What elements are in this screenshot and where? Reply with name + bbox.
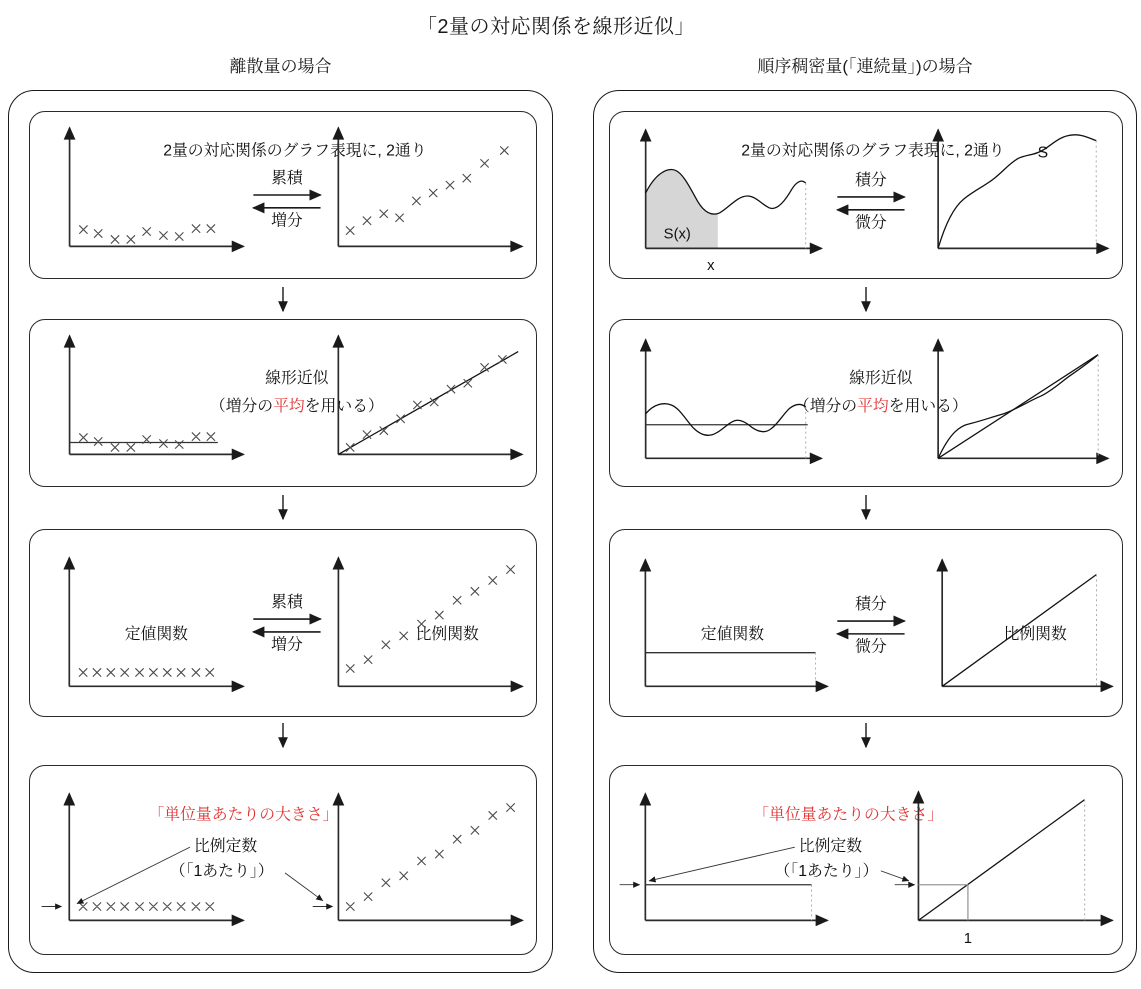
constant-graph-axes <box>645 560 827 687</box>
constant-function-label: 定値関数 <box>124 625 188 643</box>
constant-scatter-marks <box>79 902 214 910</box>
derivative-label: 微分 <box>855 638 887 656</box>
constant-scatter-marks <box>79 668 214 676</box>
increment-label: 増分 <box>271 212 303 230</box>
x-axis-label: x <box>707 258 715 275</box>
discrete-box-constant-proportional <box>29 529 537 717</box>
discrete-column-header: 離散量の場合 <box>229 57 332 76</box>
derivative-label: 微分 <box>855 214 887 232</box>
continuous-box-graph-representations <box>609 111 1123 279</box>
proportional-graph-axes <box>338 558 522 687</box>
discrete-box1-figure <box>30 112 536 278</box>
proportional-graph-axes <box>918 792 1112 921</box>
continuous-box-constant-proportional <box>609 529 1123 717</box>
proportionality-constant-label: 比例定数 <box>798 838 863 856</box>
flow-down-arrow-icon <box>856 285 876 319</box>
continuous-box-linear-approx <box>609 319 1123 487</box>
integral-label: 積分 <box>855 172 887 190</box>
flow-down-arrow-icon <box>856 493 876 527</box>
flow-down-arrow-icon <box>273 285 293 319</box>
discrete-box-unit-quantity <box>29 765 537 955</box>
density-curve <box>646 404 806 436</box>
linear-approx-title: 線形近似 <box>265 370 329 388</box>
proportional-function-label: 比例関数 <box>1003 625 1067 643</box>
annotation-pointer-icon <box>649 847 794 881</box>
discrete-box-linear-approx <box>29 319 537 487</box>
page-title: 「2量の対応関係を線形近似」 <box>416 16 696 38</box>
constant-function-label: 定値関数 <box>700 625 765 643</box>
proportional-scatter-marks <box>346 565 515 672</box>
continuous-column-header: 順序稠密量(「連続量」)の場合 <box>757 57 973 76</box>
proportional-function-label: 比例関数 <box>415 625 479 643</box>
continuous-box-unit-quantity <box>609 765 1123 955</box>
constant-graph-axes <box>69 558 243 687</box>
linear-approx-note: （増分の平均を用いる） <box>209 397 384 415</box>
cumulative-label: 累積 <box>271 594 303 612</box>
unit-quantity-caption: 「単位量あたりの大きさ」 <box>148 806 339 824</box>
flow-down-arrow-icon <box>273 721 293 755</box>
discrete-box4-figure <box>30 766 536 954</box>
cumulative-label: 累積 <box>271 170 303 188</box>
area-label: S(x) <box>663 226 691 243</box>
caption: 2量の対応関係のグラフ表現に, 2通り <box>163 142 427 160</box>
flow-down-arrow-icon <box>856 721 876 755</box>
continuous-box2-figure <box>610 320 1122 486</box>
linear-approx-note: （増分の平均を用いる） <box>793 397 968 415</box>
cumulative-scatter-marks <box>346 146 508 234</box>
annotation-pointer-icon <box>285 873 323 901</box>
integral-label: 積分 <box>855 596 887 614</box>
discrete-box3-figure <box>30 530 536 716</box>
cumulative-graph-axes <box>338 336 522 455</box>
caption: 2量の対応関係のグラフ表現に, 2通り <box>741 142 1005 160</box>
continuous-box1-figure <box>610 112 1122 278</box>
continuous-column-container <box>593 90 1137 973</box>
continuous-box4-figure <box>610 766 1122 954</box>
per-one-label: （「1あたり」） <box>774 862 879 880</box>
unit-tick-label: 1 <box>963 931 973 948</box>
proportionality-constant-label: 比例定数 <box>193 838 258 856</box>
increment-scatter-marks <box>79 224 215 243</box>
discrete-box2-figure <box>30 320 536 486</box>
cumulative-curve-label: S <box>1037 144 1049 162</box>
continuous-box3-figure <box>610 530 1122 716</box>
flow-down-arrow-icon <box>273 493 293 527</box>
increment-graph-axes <box>70 336 244 455</box>
proportional-line <box>918 800 1084 921</box>
discrete-column-container <box>8 90 553 973</box>
unit-quantity-caption: 「単位量あたりの大きさ」 <box>753 806 944 824</box>
linear-approx-title: 線形近似 <box>849 370 913 388</box>
increment-label: 増分 <box>271 636 303 654</box>
per-one-label: （「1あたり」） <box>169 862 274 880</box>
discrete-box-graph-representations <box>29 111 537 279</box>
annotation-pointer-icon <box>881 871 909 881</box>
proportional-scatter-marks <box>346 803 515 910</box>
